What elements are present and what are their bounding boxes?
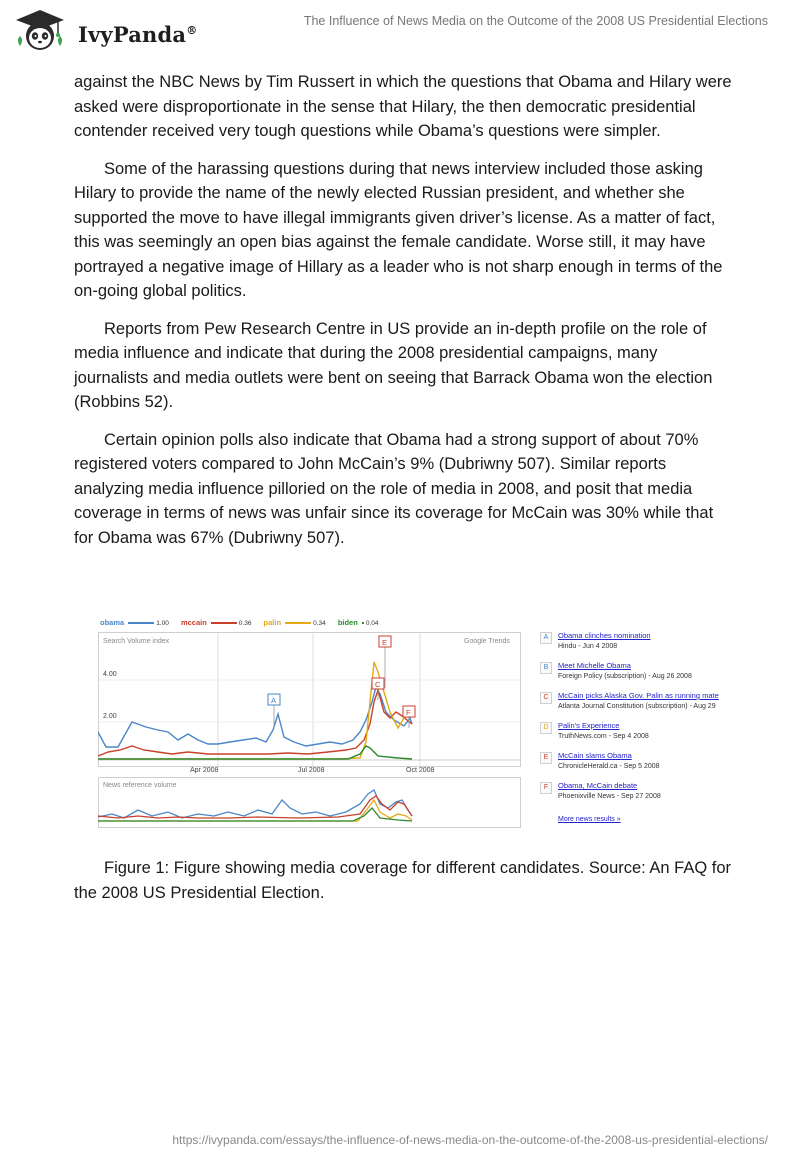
news-item	[536, 720, 740, 750]
y-tick-label: 4.00	[103, 671, 117, 678]
marker-a: A	[271, 696, 277, 705]
news-item	[536, 660, 740, 690]
google-trends-label: Google Trends	[464, 638, 510, 645]
search-volume-label: Search Volume index	[103, 638, 170, 645]
paragraph: Some of the harassing questions during that news interview included those asking Hilary to provide the name of the newly elected Russian president, and whether she supported the move to have illegal immigrants given driver’s license. As a matter of fact, this was seemingly an open bias against the female candidate. Worse still, it may have portrayed a negative image of Hillary as a leader who is not sharp enough in terms of the on-going global politics.	[74, 159, 723, 300]
news-source: Hindu - Jun 4 2008	[558, 643, 618, 650]
paragraph: Certain opinion polls also indicate that Obama had a strong support of about 70% registered voters compared to John McCain’s 9% (Dubriwny 507). Similar reports analyzing media influence pilloried on the role of media in 2008, and posit that media coverage in terms of news was unfair since its coverage for McCain was 30% while that for Obama was 67% (Dubriwny 507).	[74, 430, 714, 547]
news-letter: A	[540, 632, 552, 644]
news-source: Phoenixville News - Sep 27 2008	[558, 793, 661, 800]
news-title-link[interactable]: Palin's Experience	[558, 721, 620, 730]
marker-f: F	[406, 708, 411, 717]
x-tick-label: Apr 2008	[190, 767, 219, 774]
news-title-link[interactable]: Obama, McCain debate	[558, 781, 638, 790]
news-source: ChronicleHerald.ca - Sep 5 2008	[558, 763, 660, 770]
legend-value: 0.34	[313, 620, 326, 627]
news-letter: C	[540, 692, 552, 704]
page-header	[0, 0, 800, 60]
google-trends-figure	[98, 614, 740, 834]
legend-mccain: mccain	[180, 618, 207, 627]
marker-e: E	[382, 638, 388, 647]
news-item	[536, 630, 740, 660]
source-url[interactable]: https://ivypanda.com/essays/the-influence-of-news-media-on-the-outcome-of-the-2008-us-presidential-elections/	[172, 1133, 768, 1147]
legend-value: 1.00	[156, 620, 169, 627]
trends-chart	[98, 632, 522, 832]
legend-obama: obama	[100, 618, 125, 627]
legend-palin: palin	[263, 618, 282, 627]
news-source: TruthNews.com - Sep 4 2008	[558, 733, 649, 740]
x-tick-label: Jul 2008	[298, 767, 325, 774]
legend-swatch	[362, 622, 364, 624]
more-news-link[interactable]: More news results »	[558, 816, 621, 823]
chart-legend	[100, 618, 388, 627]
legend-biden: biden	[337, 618, 358, 627]
marker-c: C	[375, 680, 381, 689]
paragraph: Reports from Pew Research Centre in US provide an in-depth profile on the role of media influence and indicate that during the 2008 presidential campaigns, many journalists and media outlets were bent on seeing that Barrack Obama won the election (Robbins 52).	[74, 319, 713, 411]
legend-value: 0.36	[238, 620, 252, 627]
news-item	[536, 780, 740, 810]
legend-swatch	[285, 622, 311, 624]
legend-swatch	[211, 622, 237, 624]
legend-value: 0.04	[365, 620, 379, 627]
news-source: Atlanta Journal Constitution (subscription) - Aug 29	[558, 703, 716, 710]
news-letter: D	[540, 722, 552, 734]
news-title-link[interactable]: McCain picks Alaska Gov. Palin as running mate	[558, 691, 719, 700]
figure-caption: Figure 1: Figure showing media coverage for different candidates. Source: An FAQ for the 2008 US Presidential Election.	[74, 859, 732, 902]
news-item	[536, 690, 740, 720]
news-volume-label: News reference volume	[103, 782, 177, 789]
y-tick-label: 2.00	[103, 713, 117, 720]
document-title: The Influence of News Media on the Outcome of the 2008 US Presidential Elections	[303, 14, 768, 28]
news-title-link[interactable]: McCain slams Obama	[558, 751, 632, 760]
news-letter: E	[540, 752, 552, 764]
essay-body	[74, 70, 734, 563]
panda-logo-icon	[14, 8, 66, 54]
news-source: Foreign Policy (subscription) - Aug 26 2008	[558, 673, 692, 680]
news-title-link[interactable]: Obama clinches nomination	[558, 631, 651, 640]
brand-name: IvyPanda®	[78, 22, 198, 47]
news-letter: F	[540, 782, 552, 794]
ivypanda-logo[interactable]	[14, 8, 214, 56]
paragraph: against the NBC News by Tim Russert in which the questions that Obama and Hilary were asked were disproportionate in the sense that Hilary, the then democratic presidential contender received very tough questions while Obama’s questions were simpler.	[74, 73, 732, 140]
legend-swatch	[128, 622, 154, 624]
x-tick-label: Oct 2008	[406, 767, 435, 774]
news-title-link[interactable]: Meet Michelle Obama	[558, 661, 631, 670]
news-results-list	[536, 630, 740, 810]
news-letter: B	[540, 662, 552, 674]
news-item	[536, 750, 740, 780]
